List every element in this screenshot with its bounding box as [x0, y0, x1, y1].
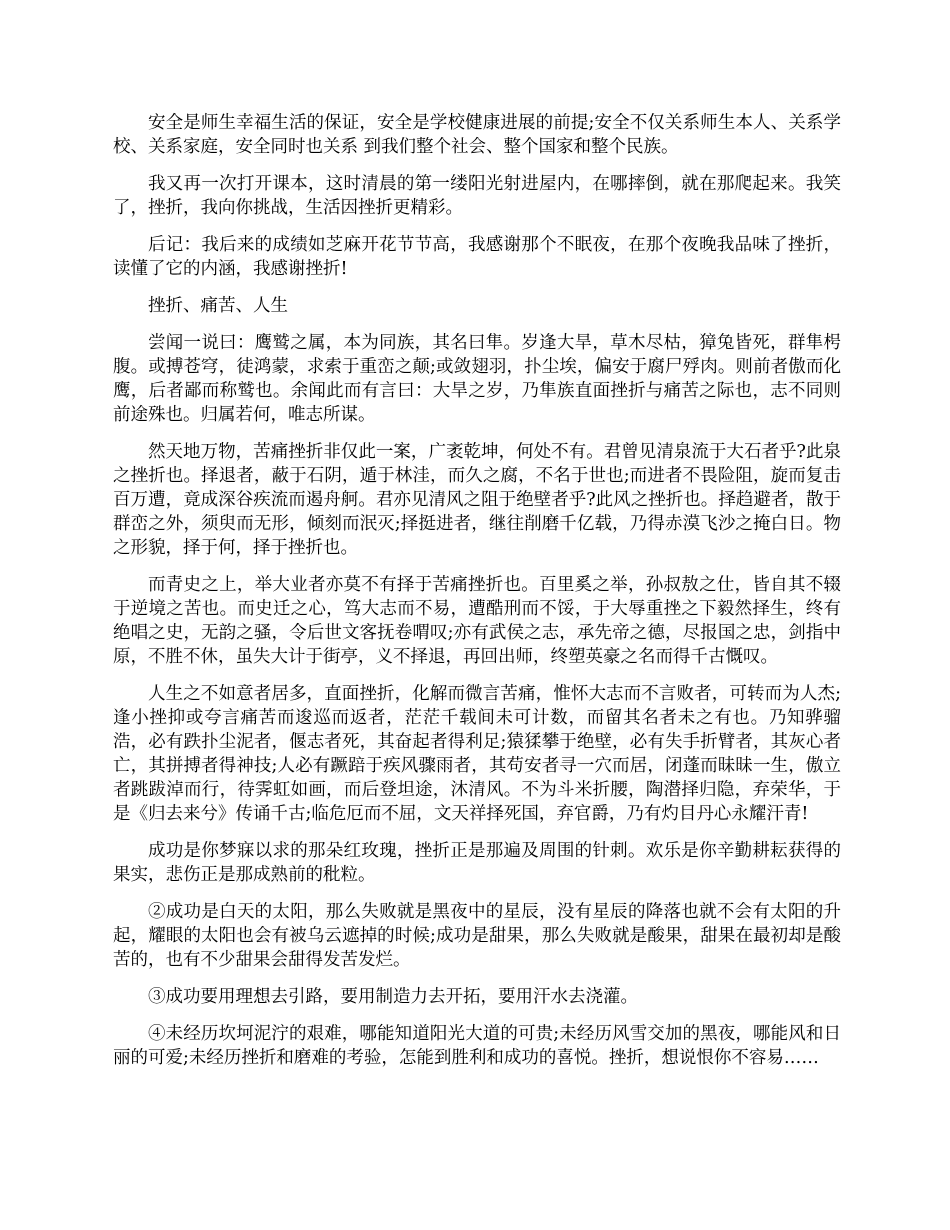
document-body	[113, 111, 841, 1083]
paragraph-textbook: 我又再一次打开课本，这时清晨的第一缕阳光射进屋内，在哪摔倒，就在那爬起来。我笑了，挫折，我向你挑战，生活因挫折更精彩。	[113, 174, 841, 218]
paragraph-ideal: ③成功要用理想去引路，要用制造力去开拓，要用汗水去浇灌。	[148, 987, 638, 1007]
paragraph-nature: 然天地万物，苦痛挫折非仅此一案，广袤乾坤，何处不有。君曾见清泉流于大石者乎?此泉之挫折也。择退者，蔽于石阴，遁于林洼，而久之腐，不名于世也;而进者不畏险阻，旋而复击百万遭，竟成深谷疾流而遏舟舸。君亦见清风之阻于绝壁者乎?此风之挫折也。择趋避者，散于群峦之外，须臾而无形，倾刻而泯灭;择挺进者，继往削磨千亿载，乃得赤漠飞沙之掩白日。物之形貌，择于何，择于挫折也。	[113, 442, 841, 558]
paragraph-falcon: 尝闻一说曰：鹰鹫之属，本为同族，其名曰隼。岁逢大旱，草木尽枯，獐兔皆死，群隼枵腹。或搏苍穹，徒鸿蒙，求索于重峦之颠;或敛翅羽，扑尘埃，偏安于腐尸殍肉。则前者傲而化鹰，后者鄙而称鹫也。余闻此而有言曰：大旱之岁，乃隼族直面挫折与痛苦之际也，志不同则前途殊也。归属若何，唯志所谋。	[113, 333, 841, 425]
paragraph-postscript: 后记：我后来的成绩如芝麻开花节节高，我感谢那个不眠夜，在那个夜晚我品味了挫折，读懂了它的内涵，我感谢挫折!	[113, 235, 841, 279]
paragraph-life: 人生之不如意者居多，直面挫折，化解而微言苦痛，惟怀大志而不言败者，可转而为人杰;逢小挫抑或夸言痛苦而逡巡而返者，茫茫千载间未可计数，而留其名者未之有也。乃知骅骝浩，必有跌扑尘泥者，偃志者死，其奋起者得利足;猿猱攀于绝壁，必有失手折臂者，其灰心者亡，其拼搏者得神技;人必有蹶踣于疾风骤雨者，其苟安者寻一穴而居，闭蓬而昧昧一生，傲立者跳跋淖而行，待霁虹如画，而后登坦途，沐清风。不为斗米折腰，陶潜择归隐，弃荣华，于是《归去来兮》传诵千古;临危厄而不屈，文天祥择死国，弃官爵，乃有灼目丹心永耀汗青!	[113, 684, 841, 824]
paragraph-safety: 安全是师生幸福生活的保证，安全是学校健康进展的前提;安全不仅关系师生本人、关系学校、关系家庭，安全同时也关系 到我们整个社会、整个国家和整个民族。	[113, 113, 841, 157]
paragraph-sun: ②成功是白天的太阳，那么失败就是黑夜中的星辰，没有星辰的降落也就不会有太阳的升起，耀眼的太阳也会有被乌云遮掉的时候;成功是甜果，那么失败就是酸果，甜果在最初却是酸苦的，也有不少甜果会甜得发苦发烂。	[113, 902, 841, 970]
section-heading: 挫折、痛苦、人生	[148, 296, 288, 316]
paragraph-hardship: ④未经历坎坷泥泞的艰难，哪能知道阳光大道的可贵;未经历风雪交加的黑夜，哪能风和日丽的可爱;未经历挫折和磨难的考验，怎能到胜利和成功的喜悦。挫折，想说恨你不容易……	[113, 1024, 841, 1068]
paragraph-history: 而青史之上，举大业者亦莫不有择于苦痛挫折也。百里奚之举，孙叔敖之仕，皆自其不辍于逆境之苦也。而史迁之心，笃大志而不易，遭酷刑而不馁，于大辱重挫之下毅然择生，终有绝唱之史，无韵之骚，令后世文客抚卷喟叹;亦有武侯之志，承先帝之德，尽报国之忠，剑指中原，不胜不休，虽失大计于街亭，义不择退，再回出师，终塑英豪之名而得千古慨叹。	[113, 575, 841, 667]
paragraph-rose: 成功是你梦寐以求的那朵红玫瑰，挫折正是那遍及周围的针刺。欢乐是你辛勤耕耘获得的果实，悲伤正是那成熟前的秕粒。	[113, 841, 841, 885]
